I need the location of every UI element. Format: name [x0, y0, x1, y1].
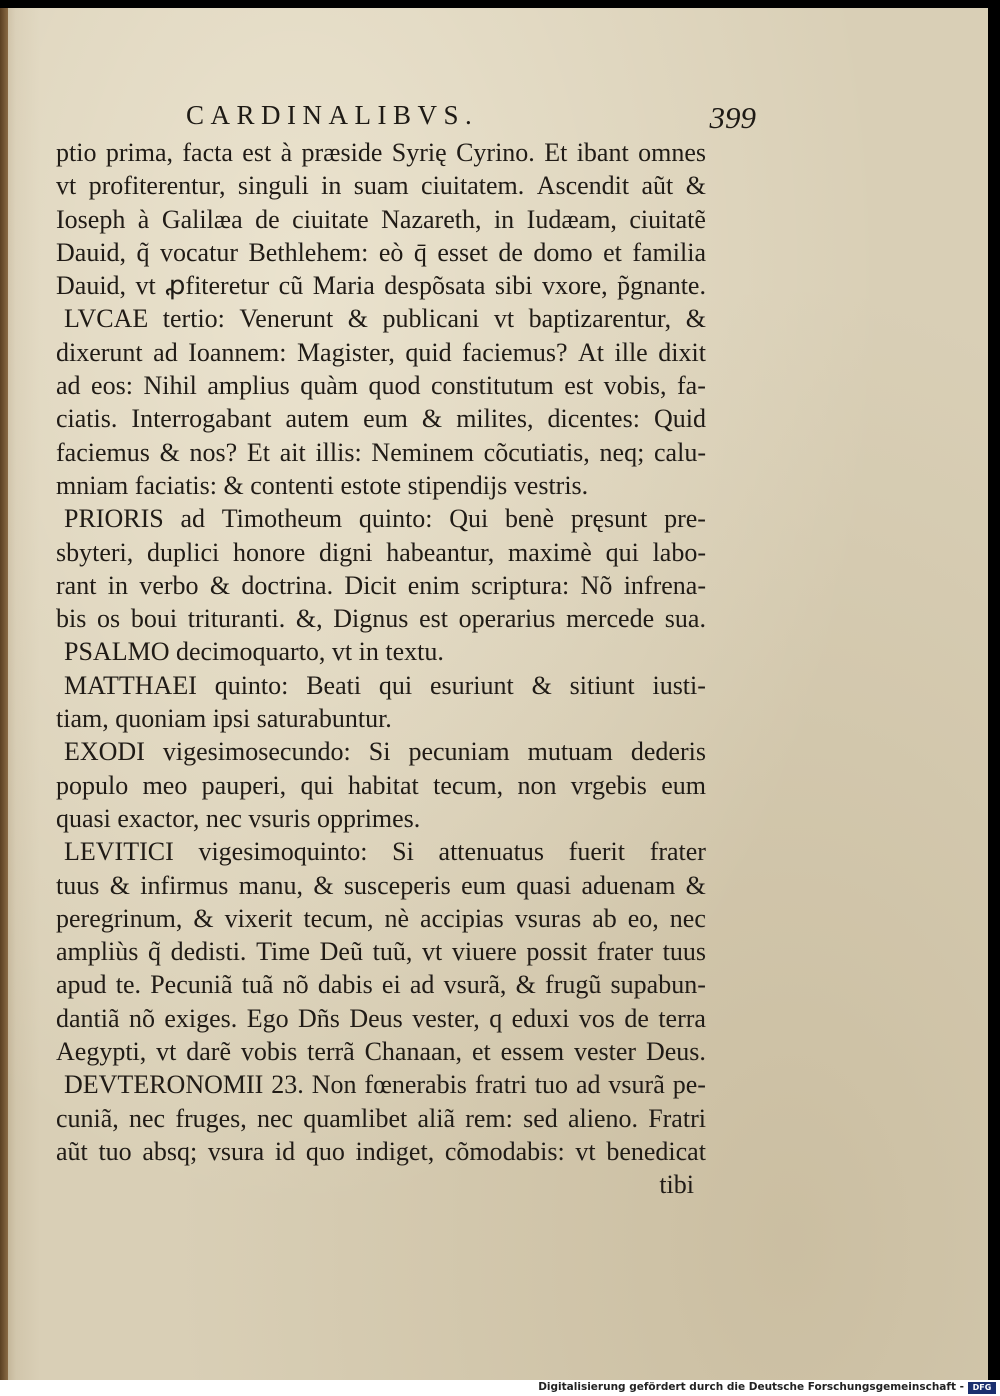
- text-line: rant in verbo & doctrina. Dicit enim scriptura: Nõ infrena-: [56, 570, 706, 600]
- text-line: Aegypti, vt darẽ vobis terrã Chanaan, et essem vester Deus.: [56, 1037, 706, 1067]
- text-line: populo meo pauperi, qui habitat tecum, non vrgebis eum: [56, 770, 706, 800]
- text-line: cuniã, nec fruges, nec quamlibet aliã rem: sed alieno. Fratri: [56, 1103, 706, 1133]
- page-header: [186, 100, 756, 140]
- running-head: CARDINALIBVS.: [186, 100, 479, 130]
- digitization-footer: [0, 1380, 1000, 1396]
- text-line: ciatis. Interrogabant autem eum & milites, dicentes: Quid: [56, 404, 706, 434]
- text-line: ampliùs q̃ dedisti. Time Deũ tuũ, vt viuere possit frater tuus: [56, 937, 706, 967]
- text-line: apud te. Pecuniã tuã nõ dabis ei ad vsurã, & frugũ supabun-: [56, 970, 706, 1000]
- text-line: PSALMO decimoquarto, vt in textu.: [64, 637, 444, 667]
- text-line: quasi exactor, nec vsuris opprimes.: [56, 803, 421, 833]
- text-line: ptio prima, facta est à præside Syrię Cyrino. Et ibant omnes: [56, 138, 706, 167]
- text-line: MATTHAEI quinto: Beati qui esuriunt & sitiunt iusti-: [64, 670, 706, 700]
- text-line: aũt tuo absq; vsura id quo indiget, cõmodabis: vt benedicat: [56, 1136, 706, 1166]
- text-line: sbyteri, duplici honore digni habeantur, maximè qui labo-: [56, 537, 706, 567]
- text-line: Dauid, q̃ vocatur Bethlehem: eò q̄ esset de domo et familia: [56, 237, 706, 267]
- text-line: peregrinum, & vixerit tecum, nè accipias vsuras ab eo, nec: [56, 903, 706, 933]
- text-line: mniam faciatis: & contenti estote stipendijs vestris.: [56, 470, 589, 500]
- page-binding-edge: [0, 8, 8, 1380]
- text-line: tuus & infirmus manu, & susceperis eum quasi aduenam &: [56, 870, 706, 900]
- text-line: LVCAE tertio: Venerunt & publicani vt baptizarentur, &: [64, 304, 706, 334]
- text-line: faciemus & nos? Et ait illis: Neminem cõcutiatis, neq; calu-: [56, 437, 706, 467]
- funding-credit: Digitalisierung gefördert durch die Deutsche Forschungsgemeinschaft -: [538, 1381, 964, 1393]
- text-line: dixerunt ad Ioannem: Magister, quid faciemus? At ille dixit: [56, 337, 706, 367]
- text-line: LEVITICI vigesimoquinto: Si attenuatus fuerit frater: [64, 837, 706, 867]
- page-number: 399: [709, 100, 756, 135]
- catchword: tibi: [659, 1170, 694, 1200]
- text-line: Ioseph à Galilæa de ciuitate Nazareth, in Iudæam, ciuitatẽ: [56, 204, 706, 234]
- text-line: tiam, quoniam ipsi saturabuntur.: [56, 704, 392, 734]
- text-line: PRIORIS ad Timotheum quinto: Qui benè pręsunt pre-: [64, 504, 706, 534]
- text-line: EXODI vigesimosecundo: Si pecuniam mutuam dederis: [64, 737, 706, 767]
- text-line: vt profiterentur, singuli in suam ciuitatem. Ascendit aũt &: [56, 171, 706, 201]
- dfg-logo-icon: DFG: [968, 1382, 996, 1394]
- body-text: [56, 136, 706, 1202]
- text-line: Dauid, vt ꝓfiteretur cũ Maria despõsata sibi vxore, p̃gnante.: [56, 271, 706, 301]
- text-line: bis os boui trituranti. &, Dignus est operarius mercede sua.: [56, 604, 706, 634]
- text-line: DEVTERONOMII 23. Non fœnerabis fratri tuo ad vsurã pe-: [64, 1070, 706, 1100]
- text-line: ad eos: Nihil amplius quàm quod constitutum est vobis, fa-: [56, 371, 706, 401]
- text-line: dantiã nõ exiges. Ego Dñs Deus vester, q eduxi vos de terra: [56, 1003, 706, 1033]
